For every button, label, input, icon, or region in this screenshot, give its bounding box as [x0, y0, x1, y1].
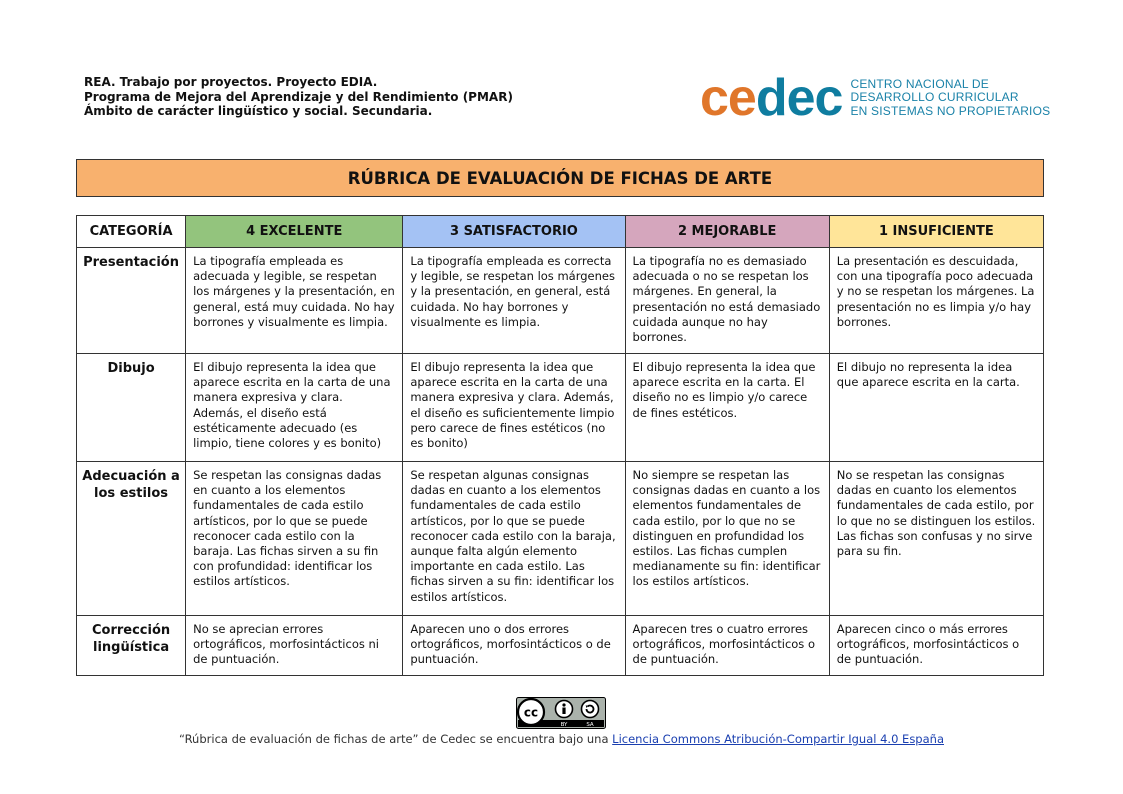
level-2-cell: La tipografía no es demasiado adecuada o no se respetan los márgenes. En general, la presentación no está demasiado cuidada aunque no hay borrones. [625, 248, 829, 354]
table-row [77, 462, 1044, 616]
level-3-cell: Aparecen uno o dos errores ortográficos, morfosintácticos o de puntuación. [403, 616, 625, 676]
level-4-cell: La tipografía empleada es adecuada y legible, se respetan los márgenes y la presentación, en general, está muy cuidada. No hay borrones y visualmente es limpia. [186, 248, 403, 354]
cedec-logo [700, 69, 1051, 127]
category-cell: Adecuación a los estilos [77, 462, 186, 616]
creative-commons-by-sa-badge-icon [516, 697, 606, 729]
header-category: CATEGORÍA [77, 216, 186, 248]
header-line-2: Programa de Mejora del Aprendizaje y del Rendimiento (PMAR) [84, 89, 513, 104]
level-1-cell: El dibujo no representa la idea que aparece escrita en la carta. [829, 354, 1043, 462]
level-2-cell: Aparecen tres o cuatro errores ortográficos, morfosintácticos o de puntuación. [625, 616, 829, 676]
level-1-cell: Aparecen cinco o más errores ortográficos, morfosintácticos o de puntuación. [829, 616, 1043, 676]
level-3-cell: Se respetan algunas consignas dadas en cuanto a los elementos fundamentales de cada estilo artísticos, por lo que se puede reconocer cada estilo con la baraja, aunque falta algún elemento importante en cada estilo. Las fichas sirven a su fin: identificar los estilos artísticos. [403, 462, 625, 616]
cc-glyph: cc [523, 705, 539, 720]
table-row [77, 354, 1044, 462]
document-header [84, 75, 513, 119]
header-level-4: 4 EXCELENTE [186, 216, 403, 248]
logo-sub-line-1: CENTRO NACIONAL DE [850, 76, 989, 91]
level-3-cell: El dibujo representa la idea que aparece escrita en la carta de una manera expresiva y clara. Además, el diseño es suficientemente limpio pero carece de fines estéticos (no es bonito) [403, 354, 625, 462]
level-3-cell: La tipografía empleada es correcta y legible, se respetan los márgenes y la presentación, en general, está cuidada. No hay borrones y visualmente es limpia. [403, 248, 625, 354]
logo-sub-line-2: DESARROLLO CURRICULAR [850, 90, 1019, 105]
rubric-title: RÚBRICA DE EVALUACIÓN DE FICHAS DE ARTE [76, 159, 1044, 197]
header-line-1: REA. Trabajo por proyectos. Proyecto EDIA. [84, 75, 378, 89]
footer-text: “Rúbrica de evaluación de fichas de arte” de Cedec se encuentra bajo una [178, 732, 613, 746]
logo-sub-line-3: EN SISTEMAS NO PROPIETARIOS [850, 103, 1051, 118]
cedec-wordmark [700, 69, 843, 127]
header-line-3: Ámbito de carácter lingüístico y social. Secundaria. [84, 104, 433, 118]
level-2-cell: No siempre se respetan las consignas dadas en cuanto a los elementos fundamentales de cada estilo, por lo que no se distinguen en profundidad los estilos. Las fichas cumplen medianamente su fin: identificar los estilos artísticos. [625, 462, 829, 616]
cedec-subtitle [850, 78, 1050, 119]
level-1-cell: No se respetan las consignas dadas en cuanto los elementos fundamentales de cada estilo, por lo que no se distinguen los estilos. Las fichas son confusas y no sirve para su fin. [829, 462, 1043, 616]
table-row [77, 616, 1044, 676]
rubric-table [76, 215, 1044, 676]
level-4-cell: Se respetan las consignas dadas en cuanto a los elementos fundamentales de cada estilo artísticos, por lo que se puede reconocer cada estilo con la baraja. Las fichas sirven a su fin con profundidad: identificar los estilos artísticos. [186, 462, 403, 616]
level-4-cell: El dibujo representa la idea que aparece escrita en la carta de una manera expresiva y clara. Además, el diseño está estéticamente adecuado (es limpio, tiene colores y es bonito) [186, 354, 403, 462]
license-footer [0, 732, 1123, 746]
header-level-1: 1 INSUFICIENTE [829, 216, 1043, 248]
level-4-cell: No se aprecian errores ortográficos, morfosintácticos ni de puntuación. [186, 616, 403, 676]
header-level-2: 2 MEJORABLE [625, 216, 829, 248]
logo-part-ce: ce [700, 69, 756, 127]
table-row [77, 248, 1044, 354]
table-header-row [77, 216, 1044, 248]
license-link[interactable]: Licencia Commons Atribución-Compartir Igual 4.0 España [612, 732, 944, 746]
level-2-cell: El dibujo representa la idea que aparece escrita en la carta. El diseño no es limpio y/o carece de fines estéticos. [625, 354, 829, 462]
sa-label: SA [586, 722, 594, 728]
by-label: BY [560, 722, 568, 728]
category-cell: Corrección lingüística [77, 616, 186, 676]
category-cell: Dibujo [77, 354, 186, 462]
category-cell: Presentación [77, 248, 186, 354]
logo-part-dec: dec [755, 69, 843, 127]
header-level-3: 3 SATISFACTORIO [403, 216, 625, 248]
level-1-cell: La presentación es descuidada, con una tipografía poco adecuada y no se respetan los márgenes. La presentación no es limpia y/o hay borrones. [829, 248, 1043, 354]
